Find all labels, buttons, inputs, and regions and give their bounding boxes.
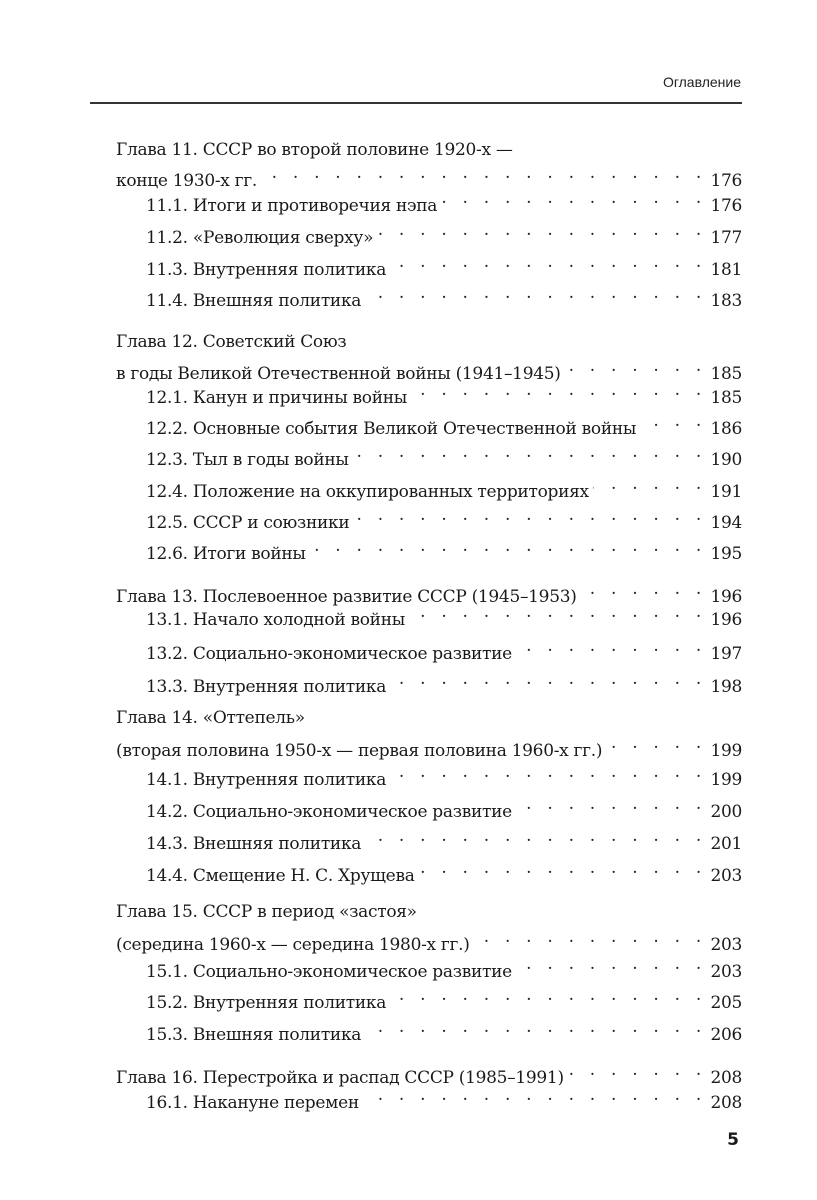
entry-page: 181 xyxy=(710,260,742,280)
entry-title: 12.1. Канун и причины войны xyxy=(146,388,408,408)
entry-title: (вторая половина 1950-х — первая половина 1960-х гг.) xyxy=(116,741,603,761)
dot-leader xyxy=(516,633,707,659)
entry-page: 208 xyxy=(710,1093,742,1113)
entry-title: 15.1. Социально-экономическое развитие xyxy=(146,962,512,982)
section-entry xyxy=(146,633,742,664)
entry-title: 15.2. Внутренняя политика xyxy=(146,993,387,1013)
dot-leader xyxy=(411,377,706,403)
entry-page: 191 xyxy=(710,482,742,502)
chapter-entry xyxy=(116,924,742,955)
header-rule xyxy=(90,102,742,104)
entry-page: 186 xyxy=(710,419,742,439)
entry-page: 199 xyxy=(710,770,742,790)
dot-leader xyxy=(516,951,707,977)
dot-leader xyxy=(363,1082,707,1108)
section-entry xyxy=(146,982,742,1013)
entry-page: 206 xyxy=(710,1025,742,1045)
dot-leader xyxy=(390,759,706,785)
entry-title: 11.2. «Революция сверху» xyxy=(146,228,374,248)
entry-page: 195 xyxy=(710,544,742,564)
section-entry xyxy=(146,666,742,697)
dot-leader xyxy=(390,982,706,1008)
section-entry xyxy=(146,1014,742,1045)
entry-page: 176 xyxy=(710,196,742,216)
section-entry xyxy=(146,408,742,439)
section-entry xyxy=(146,377,742,408)
entry-page: 200 xyxy=(710,802,742,822)
entry-title: 14.2. Социально-экономическое развитие xyxy=(146,802,512,822)
dot-leader xyxy=(409,599,706,625)
chapter-entry xyxy=(116,160,742,191)
dot-leader xyxy=(365,823,706,849)
entry-page: 196 xyxy=(710,610,742,630)
entry-title: в годы Великой Отечественной войны (1941–1945) xyxy=(116,364,561,384)
entry-title: 13.3. Внутренняя политика xyxy=(146,677,387,697)
entry-title: 13.2. Социально-экономическое развитие xyxy=(146,644,512,664)
section-entry xyxy=(146,951,742,982)
section-entry xyxy=(146,439,742,470)
entry-title: Глава 13. Послевоенное развитие СССР (1945–1953) xyxy=(116,587,577,607)
section-entry xyxy=(146,502,742,533)
section-entry xyxy=(146,823,742,854)
chapter-entry xyxy=(116,1057,742,1088)
section-entry xyxy=(146,599,742,630)
entry-title: 15.3. Внешняя политика xyxy=(146,1025,362,1045)
dot-leader xyxy=(606,730,706,756)
chapter-entry xyxy=(116,899,742,925)
dot-leader xyxy=(441,185,706,211)
entry-page: 203 xyxy=(710,935,742,955)
entry-page: 198 xyxy=(710,677,742,697)
dot-leader xyxy=(390,666,706,692)
section-entry xyxy=(146,855,742,886)
entry-page: 201 xyxy=(710,834,742,854)
entry-title: 11.4. Внешняя политика xyxy=(146,291,362,311)
section-entry xyxy=(146,217,742,248)
entry-page: 185 xyxy=(710,388,742,408)
entry-title: 12.6. Итоги войны xyxy=(146,544,306,564)
dot-leader xyxy=(310,533,707,559)
chapter-entry xyxy=(116,705,742,731)
dot-leader xyxy=(419,855,707,881)
dot-leader xyxy=(516,791,707,817)
dot-leader xyxy=(353,502,706,528)
running-header: Оглавление xyxy=(662,74,741,90)
entry-page: 205 xyxy=(710,993,742,1013)
entry-page: 203 xyxy=(710,866,742,886)
dot-leader xyxy=(353,439,707,465)
entry-title: 11.3. Внутренняя политика xyxy=(146,260,387,280)
section-entry xyxy=(146,185,742,216)
entry-title: Глава 11. СССР во второй половине 1920-х — xyxy=(116,140,513,160)
entry-page: 185 xyxy=(710,364,742,384)
entry-page: 177 xyxy=(710,228,742,248)
entry-title: 12.4. Положение на оккупированных территориях xyxy=(146,482,589,502)
chapter-entry xyxy=(116,730,742,761)
chapter-entry xyxy=(116,329,742,355)
entry-page: 196 xyxy=(710,587,742,607)
entry-title: 13.1. Начало холодной войны xyxy=(146,610,405,630)
entry-page: 190 xyxy=(710,450,742,470)
chapter-entry xyxy=(116,353,742,384)
entry-title: 14.1. Внутренняя политика xyxy=(146,770,387,790)
section-entry xyxy=(146,791,742,822)
entry-title: 12.3. Тыл в годы войны xyxy=(146,450,349,470)
entry-title: конце 1930-х гг. xyxy=(116,171,258,191)
dot-leader xyxy=(593,471,707,497)
dot-leader xyxy=(377,217,706,243)
dot-leader xyxy=(640,408,706,434)
entry-page: 176 xyxy=(710,171,742,191)
entry-page: 197 xyxy=(710,644,742,664)
section-entry xyxy=(146,759,742,790)
dot-leader xyxy=(261,160,706,186)
entry-page: 208 xyxy=(710,1068,742,1088)
dot-leader xyxy=(565,353,707,379)
entry-title: 14.3. Внешняя политика xyxy=(146,834,362,854)
section-entry xyxy=(146,471,742,502)
section-entry xyxy=(146,1082,742,1113)
entry-title: Глава 14. «Оттепель» xyxy=(116,708,305,728)
page-number: 5 xyxy=(727,1130,739,1150)
dot-leader xyxy=(390,249,706,275)
entry-page: 199 xyxy=(710,741,742,761)
entry-title: 11.1. Итоги и противоречия нэпа xyxy=(146,196,438,216)
entry-title: Глава 12. Советский Союз xyxy=(116,332,347,352)
entry-title: 14.4. Смещение Н. С. Хрущева xyxy=(146,866,415,886)
entry-page: 203 xyxy=(710,962,742,982)
section-entry xyxy=(146,533,742,564)
dot-leader xyxy=(365,1014,706,1040)
section-entry xyxy=(146,280,742,311)
entry-page: 194 xyxy=(710,513,742,533)
section-entry xyxy=(146,249,742,280)
entry-title: 16.1. Накануне перемен xyxy=(146,1093,359,1113)
entry-title: Глава 15. СССР в период «застоя» xyxy=(116,902,417,922)
dot-leader xyxy=(568,1057,707,1083)
dot-leader xyxy=(365,280,706,306)
entry-page: 183 xyxy=(710,291,742,311)
entry-title: (середина 1960-х — середина 1980-х гг.) xyxy=(116,935,470,955)
entry-title: 12.2. Основные события Великой Отечественной войны xyxy=(146,419,637,439)
entry-title: 12.5. СССР и союзники xyxy=(146,513,350,533)
entry-title: Глава 16. Перестройка и распад СССР (1985–1991) xyxy=(116,1068,564,1088)
dot-leader xyxy=(474,924,707,950)
